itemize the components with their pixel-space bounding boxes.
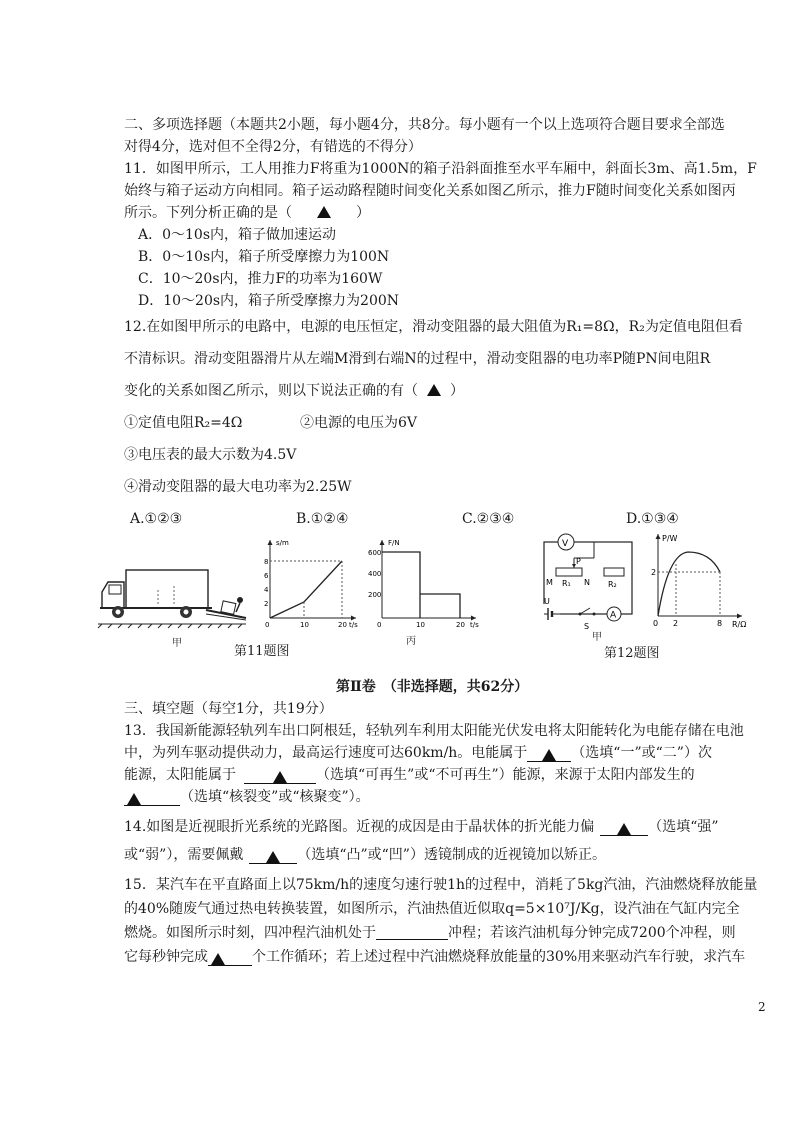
q14-blank-2[interactable] xyxy=(249,849,297,864)
q11-stem-line3 xyxy=(124,204,370,222)
q14-blank-1[interactable] xyxy=(600,821,648,836)
q12-statement-4: ④滑动变阻器的最大电功率为2.25W xyxy=(124,479,352,495)
circuit-diagram xyxy=(538,532,644,640)
force-time-graph xyxy=(366,536,486,636)
truck-ramp-figure xyxy=(96,552,256,642)
power-resistance-graph xyxy=(646,530,756,634)
svg-text:S: S xyxy=(584,622,590,631)
q12-statement-2: ②电源的电压为6V xyxy=(300,415,418,431)
q11-stem-close: ） xyxy=(356,205,370,221)
fig12-caption: 第12题图 xyxy=(604,646,660,661)
svg-text:N: N xyxy=(584,578,590,587)
x-axis-label: t/s xyxy=(470,621,479,629)
q14-text-b: （选填“强” xyxy=(648,819,719,835)
svg-text:2: 2 xyxy=(264,600,269,608)
q13-line3 xyxy=(124,766,695,784)
q15-text-d: 个工作循环；若上述过程中汽油燃烧释放能量的30%用来驱动汽车行驶，求汽车 xyxy=(252,949,746,965)
q11-option-d: D．10～20s内，箱子所受摩擦力为200N xyxy=(138,293,400,309)
part2-title: 第Ⅱ卷 （非选择题，共62分） xyxy=(336,679,529,695)
q15-text-a: 燃烧。如图所示时刻，四冲程汽油机处于 xyxy=(124,925,376,941)
svg-text:0: 0 xyxy=(377,621,382,629)
svg-text:M: M xyxy=(546,578,553,587)
svg-text:8: 8 xyxy=(264,558,269,566)
q12-option-b: B.①②④ xyxy=(296,511,349,527)
q13-line4 xyxy=(124,788,370,806)
svg-text:400: 400 xyxy=(368,570,382,578)
q11-option-a: A．0～10s内，箱子做加速运动 xyxy=(138,227,337,243)
y-axis-label: F/N xyxy=(388,539,400,547)
section-heading: 二、多项选择题（本题共2小题，每小题4分，共8分。每小题有一个以上选项符合题目要求全部选 xyxy=(124,117,725,133)
q11-stem-line1: 11．如图甲所示，工人用推力F将重为1000N的箱子沿斜面推至水平车厢中，斜面长3m、高1.5m，F xyxy=(124,161,757,177)
q11-option-b: B．0～10s内，箱子所受摩擦力为100N xyxy=(138,249,390,265)
q14-text-c: 或“弱”），需要佩戴 xyxy=(124,847,244,863)
q12-statement-3: ③电压表的最大示数为4.5V xyxy=(124,447,297,463)
q11-option-c: C．10～20s内，推力F的功率为160W xyxy=(138,271,383,287)
svg-text:2: 2 xyxy=(651,568,657,577)
answer-triangle-icon xyxy=(427,384,441,396)
y-axis-label: s/m xyxy=(276,539,289,547)
q14-line1 xyxy=(124,818,719,836)
distance-time-graph xyxy=(256,536,366,636)
answer-triangle-icon xyxy=(317,206,331,218)
q14-text-a: 14.如图是近视眼折光系统的光路图。近视的成因是由于晶状体的折光能力偏 xyxy=(124,819,595,835)
q13-blank-2[interactable] xyxy=(244,769,316,784)
y-axis-label: P/W xyxy=(662,534,678,543)
q11-stem-line2: 始终与箱子运动方向相同。箱子运动路程随时间变化关系如图乙所示，推力F随时间变化关系如图丙 xyxy=(124,183,736,199)
answer-triangle-icon xyxy=(617,823,631,835)
answer-triangle-icon xyxy=(266,851,280,863)
section3-heading: 三、填空题（每空1分，共19分） xyxy=(124,701,333,717)
q12-statement-1: ①定值电阻R₂=4Ω xyxy=(124,415,243,431)
svg-text:20: 20 xyxy=(456,621,465,629)
q13-text-b: （选填“一”或“二”）次 xyxy=(571,745,712,761)
fig11-bing-label: 丙 xyxy=(406,636,416,647)
q13-text-a: 中，为列车驱动提供动力，最高运行速度可达60km/h。电能属于 xyxy=(124,745,528,761)
section-heading-cont: 对得4分，选对但不全得2分，有错选的不得分） xyxy=(124,139,422,155)
q13-line2 xyxy=(124,744,712,762)
q14-line2 xyxy=(124,846,606,864)
svg-text:R₂: R₂ xyxy=(608,580,617,589)
svg-text:0: 0 xyxy=(653,619,659,628)
svg-text:U: U xyxy=(544,597,550,606)
q13-text-e: （选填“核裂变”或“核聚变”）。 xyxy=(180,789,370,805)
fig11-jia-label: 甲 xyxy=(172,638,182,649)
q12-stem-line2: 不清标识。滑动变阻器滑片从左端M滑到右端N的过程中，滑动变阻器的电功率P随PN间电阻R xyxy=(124,351,711,367)
ammeter-icon: A xyxy=(610,610,617,621)
x-axis-label: t/s xyxy=(349,621,358,629)
answer-triangle-icon xyxy=(542,749,556,761)
q12-stem-close: ） xyxy=(450,383,464,399)
q15-text-c: 它每秒钟完成 xyxy=(124,949,208,965)
q12-stem-line1: 12.在如图甲所示的电路中，电源的电压恒定，滑动变阻器的最大阻值为R₁=8Ω，R₂为定值电阻但看 xyxy=(124,319,743,335)
q12-option-a: A.①②③ xyxy=(130,511,183,527)
answer-triangle-icon xyxy=(127,793,141,805)
q12-option-c: C.②③④ xyxy=(462,511,515,527)
q13-text-d: （选填“可再生”或“不可再生”）能源，来源于太阳内部发生的 xyxy=(316,767,695,783)
page-number: 2 xyxy=(758,1000,766,1014)
q15-line2: 的40%随废气通过热电转换装置，如图所示，汽油热值近似取q=5×10⁷J/Kg，设汽油在气缸内完全 xyxy=(124,901,740,917)
answer-triangle-icon xyxy=(273,771,287,783)
q15-blank-2[interactable] xyxy=(208,951,252,966)
voltmeter-icon: V xyxy=(562,539,569,549)
svg-text:20: 20 xyxy=(338,621,347,629)
q13-text-c: 能源，太阳能属于 xyxy=(124,767,236,783)
fig12-jia-label: 甲 xyxy=(592,632,602,643)
svg-text:0: 0 xyxy=(265,621,270,629)
svg-text:6: 6 xyxy=(264,572,269,580)
q13-line1: 13．我国新能源轻轨列车出口阿根廷，轻轨列车利用太阳能光伏发电将太阳能转化为电能存储在电池 xyxy=(124,723,744,739)
q14-text-d: （选填“凸”或“凹”）透镜制成的近视镜加以矫正。 xyxy=(297,847,606,863)
svg-text:P: P xyxy=(576,557,581,566)
q15-line3 xyxy=(124,924,736,942)
q13-blank-1[interactable] xyxy=(527,747,571,762)
svg-text:200: 200 xyxy=(368,591,382,599)
q15-line4 xyxy=(124,948,745,966)
q15-blank-1[interactable] xyxy=(376,925,448,940)
q12-stem-text: 变化的关系如图乙所示，则以下说法正确的有（ xyxy=(124,383,418,399)
svg-text:10: 10 xyxy=(300,621,309,629)
svg-text:600: 600 xyxy=(368,549,382,557)
svg-text:4: 4 xyxy=(264,586,269,594)
answer-triangle-icon xyxy=(211,953,225,965)
svg-text:2: 2 xyxy=(673,619,679,628)
svg-text:R₁: R₁ xyxy=(562,579,571,588)
svg-text:8: 8 xyxy=(717,619,723,628)
q12-option-d: D.①③④ xyxy=(626,511,679,527)
fig11-caption: 第11题图 xyxy=(234,644,290,659)
q12-stem-line3 xyxy=(124,382,464,400)
q15-line1: 15．某汽车在平直路面上以75km/h的速度匀速行驶1h的过程中，消耗了5kg汽油，汽油燃烧释放能量 xyxy=(124,877,758,893)
q11-stem-text: 所示。下列分析正确的是（ xyxy=(124,205,292,221)
q15-text-b: 冲程；若该汽油机每分钟完成7200个冲程，则 xyxy=(448,925,736,941)
svg-text:10: 10 xyxy=(416,621,425,629)
x-axis-label: R/Ω xyxy=(732,620,747,629)
q13-blank-3[interactable] xyxy=(124,791,180,806)
